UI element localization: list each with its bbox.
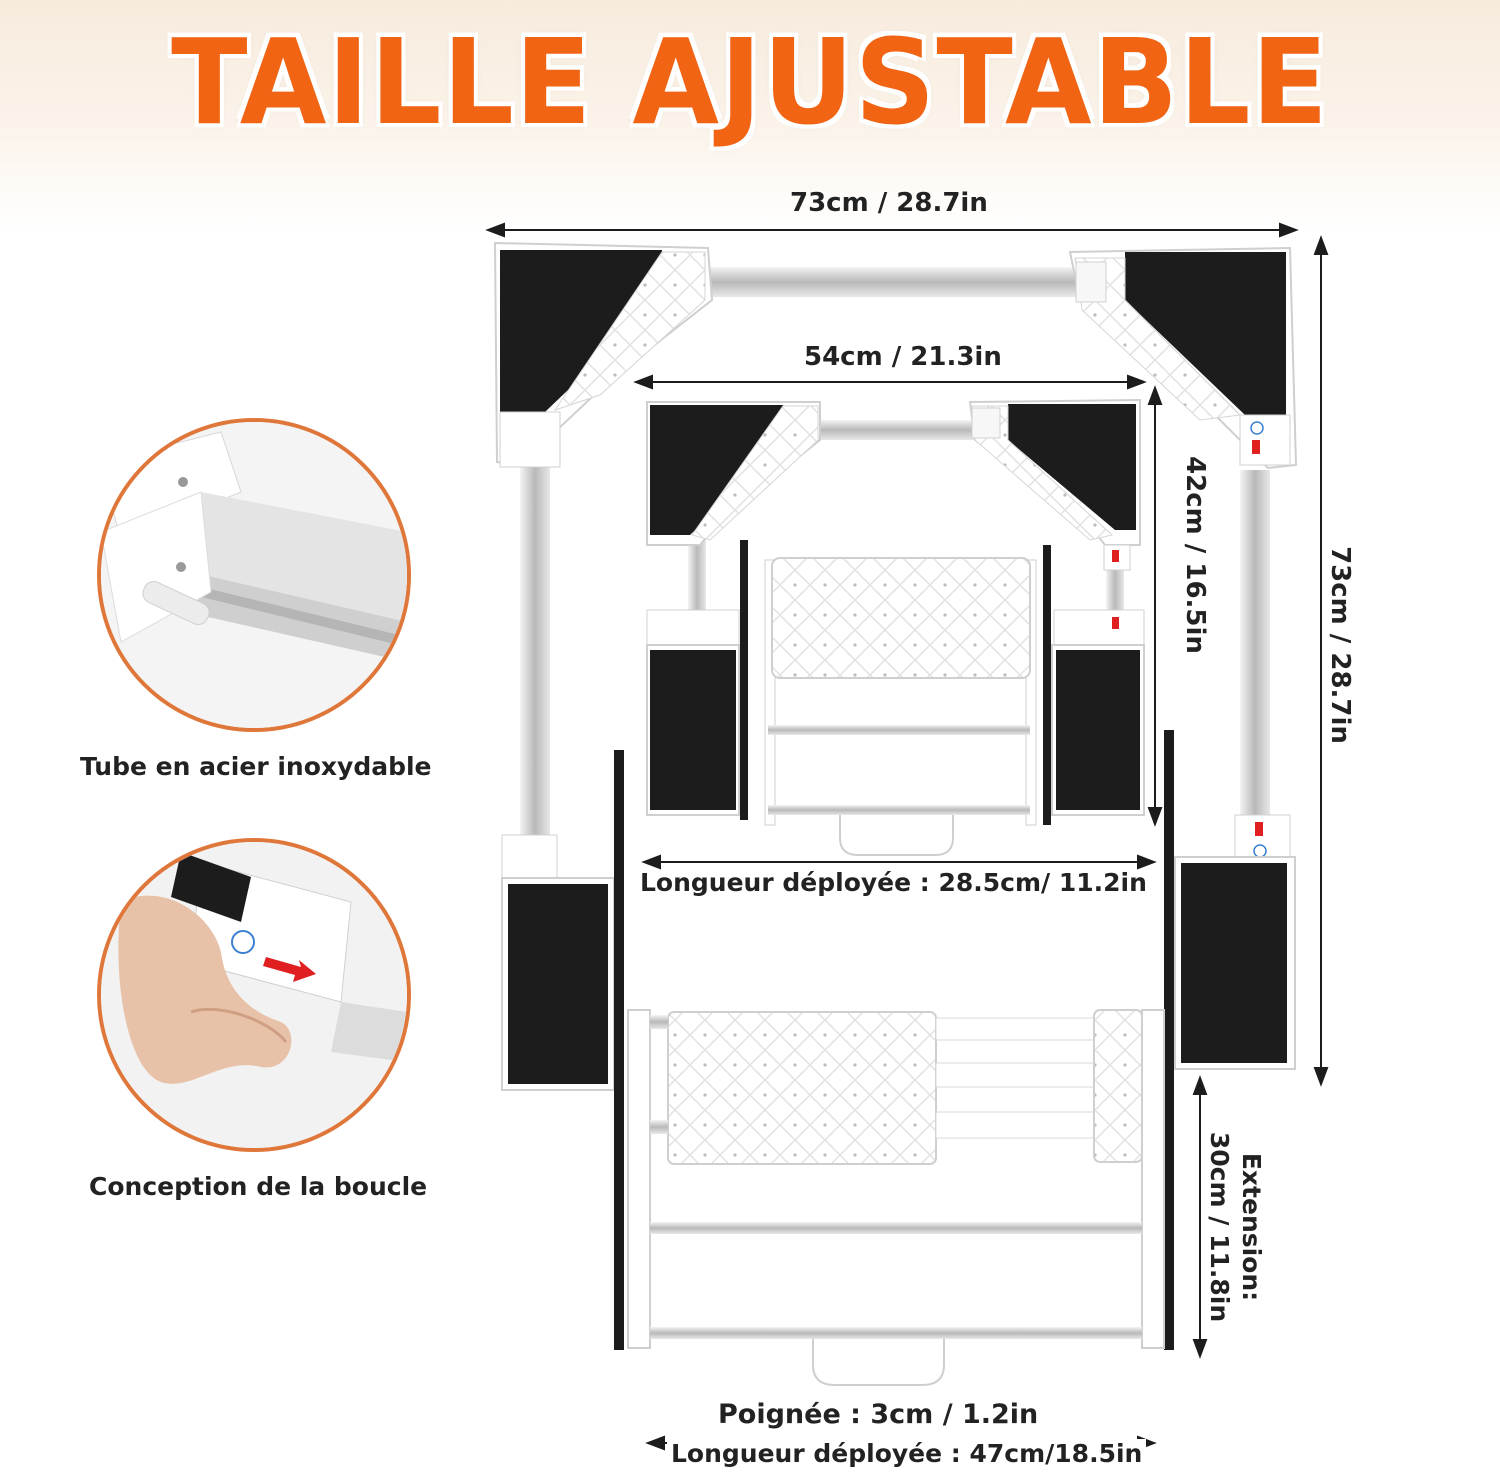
inner-frame (647, 400, 1144, 855)
dim-inner-width: 54cm / 21.3in (804, 342, 1002, 372)
dim-extension: Extension: 30cm / 11.8in (1205, 1131, 1266, 1323)
dim-inner-deployed: Longueur déployée : 28.5cm/ 11.2in (640, 868, 1147, 897)
dim-inner-height: 42cm / 16.5in (1180, 456, 1210, 654)
dim-outer-height: 73cm / 28.7in (1325, 546, 1355, 744)
page-title: TAILLE AJUSTABLE (171, 14, 1329, 152)
outer-extension-tray (614, 730, 1174, 1385)
feature-label-steel-tube: Tube en acier inoxydable (80, 752, 432, 781)
dim-outer-width: 73cm / 28.7in (790, 188, 988, 218)
dim-handle: Poignée : 3cm / 1.2in (718, 1399, 1039, 1430)
dim-outer-deployed: Longueur déployée : 47cm/18.5in (667, 1439, 1146, 1468)
feature-label-buckle: Conception de la boucle (89, 1172, 428, 1201)
